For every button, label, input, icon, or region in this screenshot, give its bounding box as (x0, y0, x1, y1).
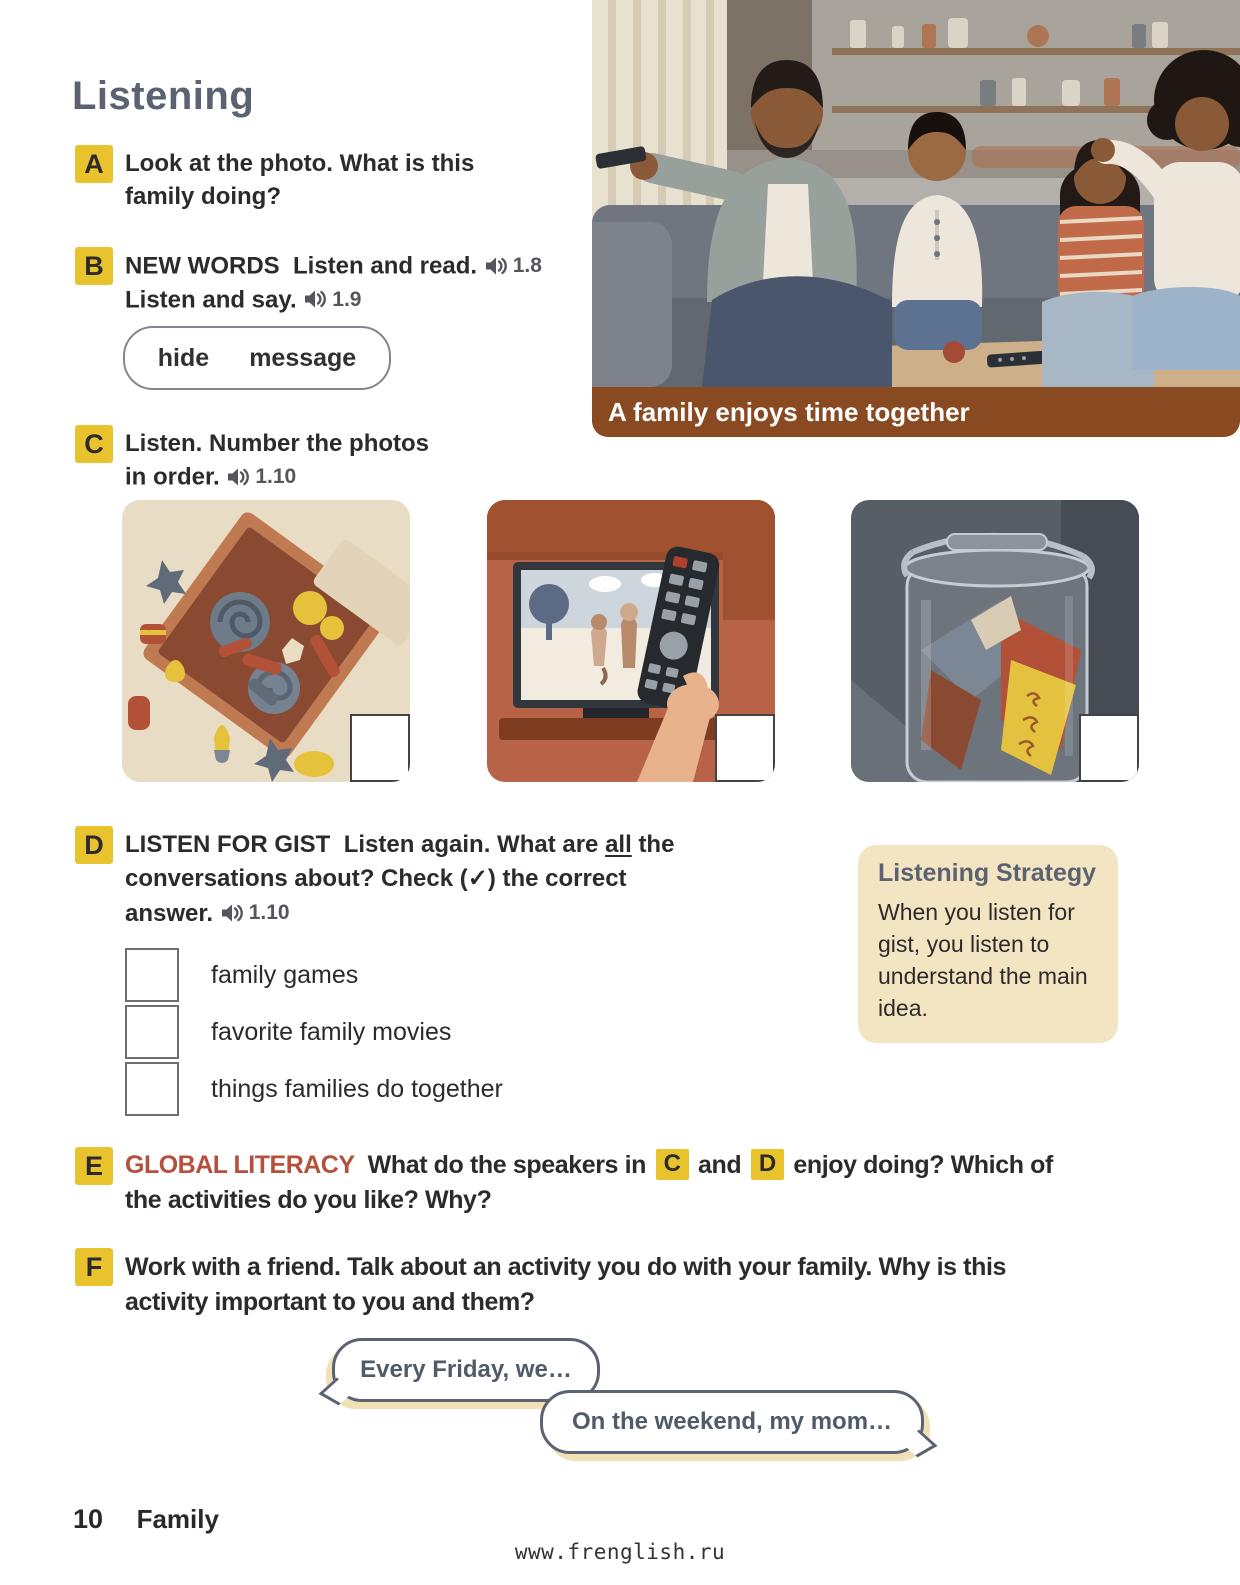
section-e-conj: and (698, 1151, 742, 1179)
section-b-text (125, 249, 605, 316)
section-d-line3: answer. (125, 900, 214, 927)
vocab-word-message: message (249, 343, 357, 372)
section-e-line1-end: enjoy doing? Which of (793, 1151, 1053, 1179)
audio-chip-1-10b (220, 896, 290, 930)
audio-chip-1-8 (484, 249, 542, 282)
speech-bubble-1: Every Friday, we… (332, 1338, 600, 1402)
hero-photo (592, 0, 1240, 437)
section-d-line2: conversations about? Check (✓) the correct (125, 865, 627, 892)
section-c-line2: in order. (125, 463, 220, 491)
section-a-badge: A (75, 145, 113, 183)
section-c-text (125, 427, 545, 494)
track-number: 1.8 (512, 254, 542, 277)
checkbox-favorite-family-movies[interactable] (125, 1005, 179, 1059)
photo-number-box-1[interactable] (350, 714, 410, 782)
option-row-3 (125, 1062, 503, 1116)
section-a-text (125, 147, 545, 213)
photo-tv-remote (487, 500, 775, 782)
section-f-badge: F (75, 1248, 113, 1286)
track-number: 1.10 (248, 901, 290, 924)
section-e-badge: E (75, 1147, 113, 1185)
option-label: family games (211, 960, 359, 989)
track-number: 1.9 (332, 287, 362, 311)
section-b-line2: Listen and say. (125, 286, 297, 313)
section-f-line1: Work with a friend. Talk about an activity you do with your family. Why is this (125, 1253, 1007, 1281)
section-d-line1-end: the (638, 831, 675, 858)
listening-strategy-box (858, 845, 1118, 1043)
section-e-line2: the activities do you like? Why? (125, 1186, 492, 1214)
new-words-label: NEW WORDS (125, 252, 280, 280)
vocabulary-box (123, 326, 391, 390)
option-label: things families do together (211, 1074, 503, 1103)
ref-badge-d: D (751, 1149, 784, 1180)
page-number: 10 (73, 1504, 104, 1534)
unit-name: Family (136, 1504, 219, 1534)
photo-number-box-2[interactable] (715, 714, 775, 782)
photo-caption: A family enjoys time together (592, 387, 1240, 437)
checkbox-things-families-do-together[interactable] (125, 1062, 179, 1116)
option-row-1 (125, 948, 358, 1002)
section-f-text (125, 1250, 1165, 1320)
underlined-word: all (605, 831, 632, 858)
section-a-line1: Look at the photo. What is this (125, 150, 475, 177)
watermark: www.frenglish.ru (514, 1540, 726, 1564)
speaker-icon (226, 467, 250, 487)
option-label: favorite family movies (211, 1017, 452, 1046)
listen-for-gist-label: LISTEN FOR GIST (125, 831, 331, 858)
section-b-line1: Listen and read. (293, 252, 478, 280)
section-b-badge: B (75, 247, 113, 285)
section-f-line2: activity important to you and them? (125, 1288, 535, 1316)
photo-note-jar (851, 500, 1139, 782)
section-d-intro: Listen again. What are (343, 831, 599, 858)
audio-chip-1-9 (303, 283, 361, 316)
global-literacy-label: GLOBAL LITERACY (125, 1151, 355, 1179)
section-d-badge: D (75, 826, 113, 864)
family-watching-tv-illustration (592, 0, 1240, 387)
checkbox-family-games[interactable] (125, 948, 179, 1002)
section-c-badge: C (75, 425, 113, 463)
photo-row (122, 500, 1139, 782)
page-title: Listening (72, 74, 255, 118)
speaker-icon (303, 289, 327, 309)
speaker-icon (484, 256, 508, 276)
section-e-text (125, 1148, 1175, 1218)
section-a-line2: family doing? (125, 183, 281, 210)
ref-badge-c: C (656, 1149, 689, 1180)
strategy-title: Listening Strategy (878, 859, 1097, 887)
option-row-2 (125, 1005, 451, 1059)
audio-chip-1-10 (226, 460, 296, 493)
section-d-text (125, 828, 825, 931)
section-e-intro: What do the speakers in (367, 1151, 647, 1179)
vocab-word-hide: hide (157, 343, 210, 372)
speech-bubble-2: On the weekend, my mom… (540, 1390, 924, 1454)
speaker-icon (220, 903, 244, 923)
photo-number-box-3[interactable] (1079, 714, 1139, 782)
strategy-body: When you listen for gist, you listen to understand the main idea. (878, 899, 1088, 1021)
photo-candy-box (122, 500, 410, 782)
page-footer (73, 1504, 219, 1535)
track-number: 1.10 (255, 465, 297, 488)
section-c-line1: Listen. Number the photos (125, 430, 430, 457)
